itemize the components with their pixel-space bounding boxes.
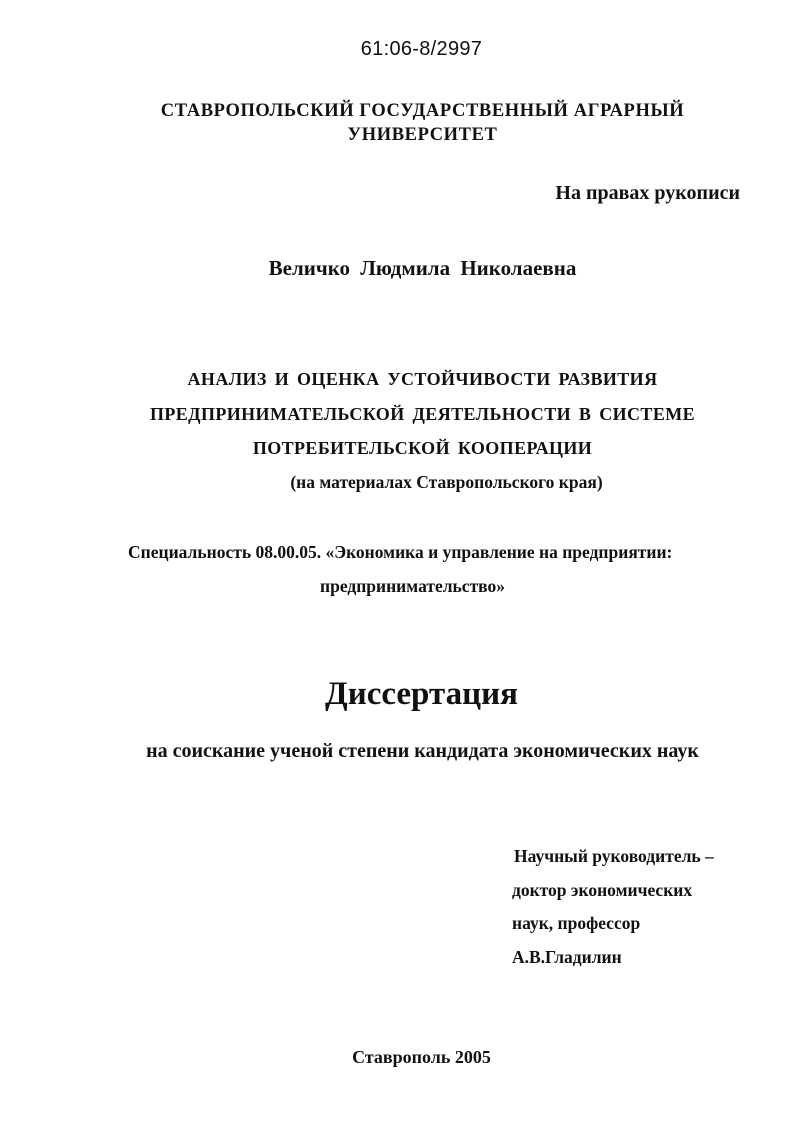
supervisor-name: А.В.Гладилин (512, 947, 622, 967)
supervisor-line3: наук, профессор (512, 913, 641, 933)
degree-statement: на соискание ученой степени кандидата экономических наук (146, 740, 699, 762)
thesis-title-line2: ПРЕДПРИНИМАТЕЛЬСКОЙ ДЕЯТЕЛЬНОСТИ В СИСТЕМЕ (149, 404, 696, 424)
university-name-line1: СТАВРОПОЛЬСКИЙ ГОСУДАРСТВЕННЫЙ АГРАРНЫЙ (160, 101, 685, 121)
thesis-subtitle: (на материалах Ставропольского края) (290, 472, 603, 492)
thesis-title-line3: ПОТРЕБИТЕЛЬСКОЙ КООПЕРАЦИИ (252, 438, 593, 458)
document-type-heading: Диссертация (325, 676, 518, 712)
specialty-line1: Специальность 08.00.05. «Экономика и управление на предприятии: (128, 542, 673, 562)
author-name: Величко Людмила Николаевна (268, 256, 577, 280)
city-and-year: Ставрополь 2005 (352, 1047, 491, 1067)
university-name-line2: УНИВЕРСИТЕТ (347, 125, 498, 145)
manuscript-rights-note: На правах рукописи (555, 182, 740, 204)
supervisor-line1: Научный руководитель – (514, 846, 714, 866)
thesis-title-line1: АНАЛИЗ И ОЦЕНКА УСТОЙЧИВОСТИ РАЗВИТИЯ (187, 369, 658, 389)
archive-code: 61:06-8/2997 (360, 38, 483, 60)
supervisor-line2: доктор экономических (512, 880, 693, 900)
specialty-line2: предпринимательство» (320, 576, 505, 596)
